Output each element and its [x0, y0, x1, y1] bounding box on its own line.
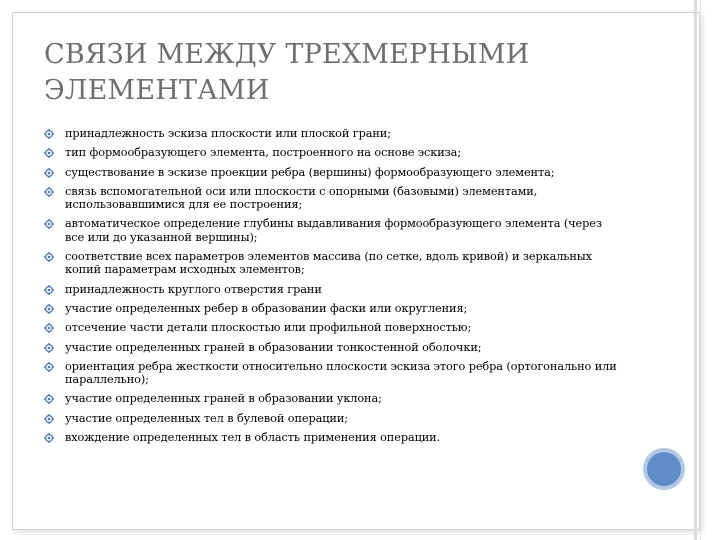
bullet-item: [44, 127, 624, 140]
bullet-item: [44, 431, 624, 444]
gear-bullet-icon: [44, 323, 54, 333]
bullet-text: соответствие всех параметров элементов массива (по сетке, вдоль кривой) и зеркальных копий параметрам исходных элементов;: [65, 250, 592, 277]
bullet-text: участие определенных ребер в образовании фаски или округления;: [65, 301, 468, 315]
bullet-text: ориентация ребра жесткости относительно плоскости эскиза этого ребра (ортогонально или параллельно);: [65, 359, 617, 387]
gear-bullet-icon: [44, 252, 54, 262]
gear-bullet-icon: [44, 187, 54, 197]
bullet-text: вхождение определенных тел в область применения операции.: [65, 431, 441, 445]
slide-badge-inner-circle: [647, 452, 681, 486]
bullet-text: принадлежность эскиза плоскости или плоской грани;: [65, 127, 391, 140]
slide-badge-circle: [643, 448, 685, 490]
bullet-item: [44, 321, 624, 334]
right-border-line: [694, 0, 697, 540]
gear-bullet-icon: [44, 129, 54, 139]
bullet-text: существование в эскизе проекции ребра (вершины) формообразующего элемента;: [65, 165, 555, 179]
bullet-item: [44, 392, 624, 405]
bullet-item: [44, 412, 624, 425]
bullet-text: автоматическое определение глубины выдавливания формообразующего элемента (через все или до указанной вершины);: [65, 217, 602, 244]
bullet-item: [44, 360, 624, 387]
gear-bullet-icon: [44, 148, 54, 158]
gear-bullet-icon: [44, 414, 54, 424]
bullet-item: [44, 250, 624, 277]
bullet-text: тип формообразующего элемента, построенного на основе эскиза;: [65, 146, 462, 160]
gear-bullet-icon: [44, 394, 54, 404]
gear-bullet-icon: [44, 168, 54, 178]
gear-bullet-icon: [44, 343, 54, 353]
bullet-item: [44, 185, 624, 212]
right-border-line-thin: [700, 0, 701, 540]
bullet-item: [44, 166, 624, 179]
gear-bullet-icon: [44, 219, 54, 229]
bullet-item: [44, 283, 624, 296]
bullet-text: отсечение части детали плоскостью или профильной поверхностью;: [65, 321, 472, 335]
bullet-item: [44, 146, 624, 159]
bullet-item: [44, 217, 624, 244]
gear-bullet-icon: [44, 433, 54, 443]
bullet-item: [44, 302, 624, 315]
bullet-text: участие определенных граней в образовании уклона;: [65, 392, 382, 406]
slide-title: СВЯЗИ МЕЖДУ ТРЕХМЕРНЫМИ ЭЛЕМЕНТАМИ: [44, 39, 530, 106]
bullet-list: [44, 127, 624, 450]
gear-bullet-icon: [44, 304, 54, 314]
bullet-item: [44, 341, 624, 354]
gear-bullet-icon: [44, 285, 54, 295]
bullet-text: принадлежность круглого отверстия грани: [65, 282, 322, 296]
bullet-text: связь вспомогательной оси или плоскости с опорными (базовыми) элементами, использовавшимися для ее построения;: [65, 184, 538, 212]
bullet-text: участие определенных граней в образовании тонкостенной оболочки;: [65, 340, 482, 354]
gear-bullet-icon: [44, 362, 54, 372]
bullet-text: участие определенных тел в булевой операции;: [65, 411, 348, 425]
